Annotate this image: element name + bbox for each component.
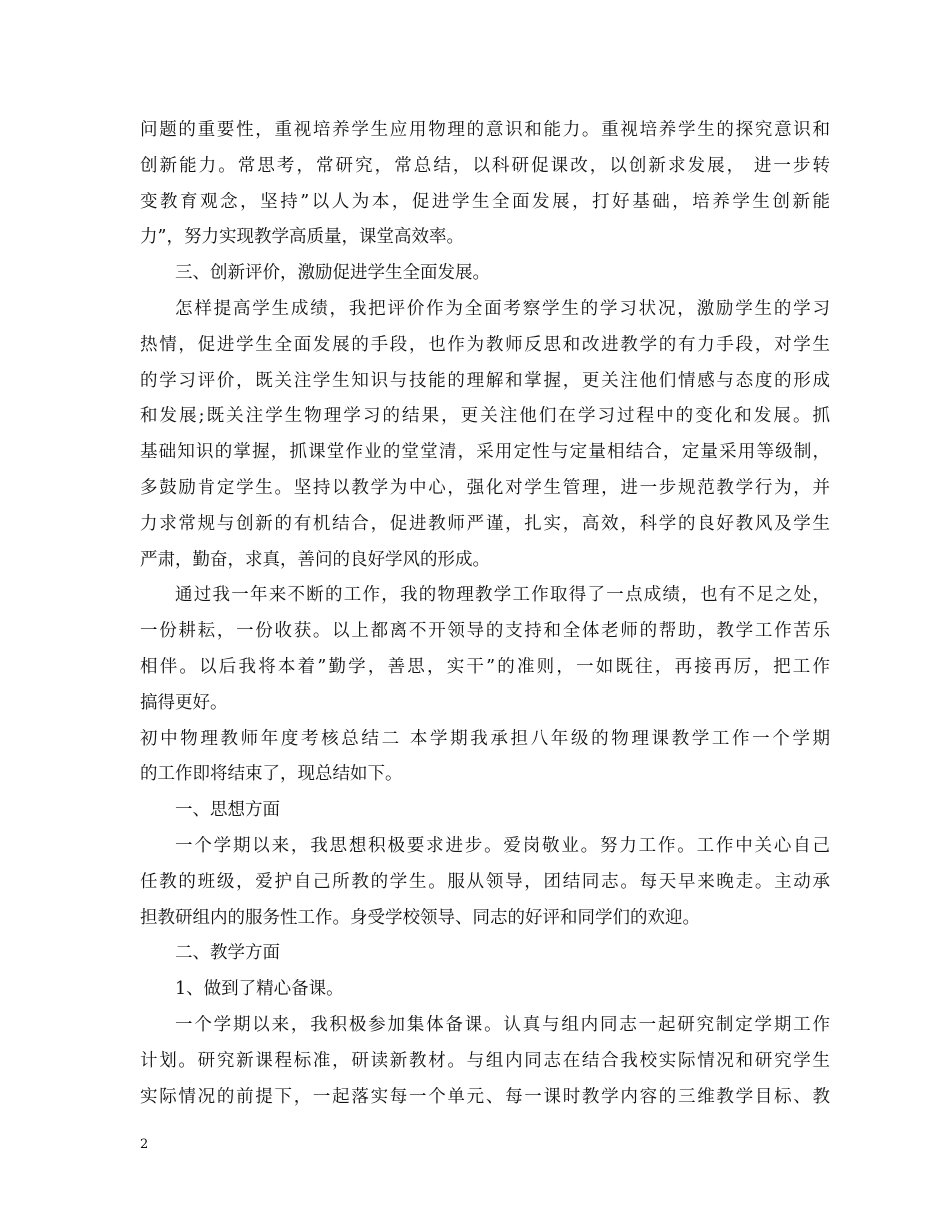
- text-line: 多鼓励肯定学生。坚持以教学为中心，强化对学生管理，进一步规范教学行为，并: [140, 477, 830, 498]
- text-line: 通过我一年来不断的工作，我的物理教学工作取得了一点成绩，也有不足之处，: [175, 585, 830, 606]
- text-line: 创新能力。常思考，常研究，常总结，以科研促课改，以创新求发展， 进一步转: [140, 155, 830, 176]
- text-line: 和发展;既关注学生物理学习的结果，更关注他们在学习过程中的变化和发展。抓: [140, 406, 830, 427]
- text-line: 任教的班级，爱护自己所教的学生。服从领导，团结同志。每天早来晚走。主动承: [140, 871, 830, 892]
- text-line: 怎样提高学生成绩，我把评价作为全面考察学生的学习状况，激励学生的学习: [175, 298, 830, 319]
- text-line: 1、做到了精心备课。: [175, 979, 344, 1000]
- text-line: 的学习评价，既关注学生知识与技能的理解和掌握，更关注他们情感与态度的形成: [140, 370, 830, 391]
- text-line: 严肃，勤奋，求真，善问的良好学风的形成。: [140, 549, 490, 570]
- text-line: 一、思想方面: [175, 800, 280, 821]
- page-number: 2: [140, 1137, 149, 1152]
- text-line: 一个学期以来，我积极参加集体备课。认真与组内同志一起研究制定学期工作: [175, 1014, 830, 1035]
- text-line: 计划。研究新课程标准，研读新教材。与组内同志在结合我校实际情况和研究学生: [140, 1050, 830, 1071]
- text-line: 相伴。以后我将本着”勤学，善思，实干”的准则，一如既往，再接再厉，把工作: [140, 656, 830, 677]
- text-line: 三、创新评价，激励促进学生全面发展。: [175, 263, 490, 284]
- text-line: 实际情况的前提下，一起落实每一个单元、每一课时教学内容的三维教学目标、教: [140, 1086, 830, 1107]
- text-line: 初中物理教师年度考核总结二 本学期我承担八年级的物理课教学工作一个学期: [140, 728, 830, 749]
- text-line: 搞得更好。: [140, 692, 228, 713]
- text-line: 力”，努力实现教学高质量，课堂高效率。: [140, 227, 464, 248]
- text-line: 担教研组内的服务性工作。身受学校领导、同志的好评和同学们的欢迎。: [140, 907, 700, 928]
- text-line: 二、教学方面: [175, 943, 280, 964]
- text-line: 一个学期以来，我思想积极要求进步。爱岗敬业。努力工作。工作中关心自己: [175, 835, 830, 856]
- text-line: 的工作即将结束了，现总结如下。: [140, 764, 403, 785]
- text-line: 一份耕耘，一份收获。以上都离不开领导的支持和全体老师的帮助，教学工作苦乐: [140, 621, 830, 642]
- text-line: 基础知识的掌握，抓课堂作业的堂堂清，采用定性与定量相结合，定量采用等级制，: [140, 442, 830, 463]
- text-line: 热情，促进学生全面发展的手段，也作为教师反思和改进教学的有力手段，对学生: [140, 334, 830, 355]
- document-body: [140, 113, 830, 1115]
- text-line: 变教育观念，坚持”以人为本，促进学生全面发展，打好基础，培养学生创新能: [140, 191, 830, 212]
- text-line: 问题的重要性，重视培养学生应用物理的意识和能力。重视培养学生的探究意识和: [140, 120, 830, 140]
- text-line: 力求常规与创新的有机结合，促进教师严谨，扎实，高效，科学的良好教风及学生: [140, 513, 830, 534]
